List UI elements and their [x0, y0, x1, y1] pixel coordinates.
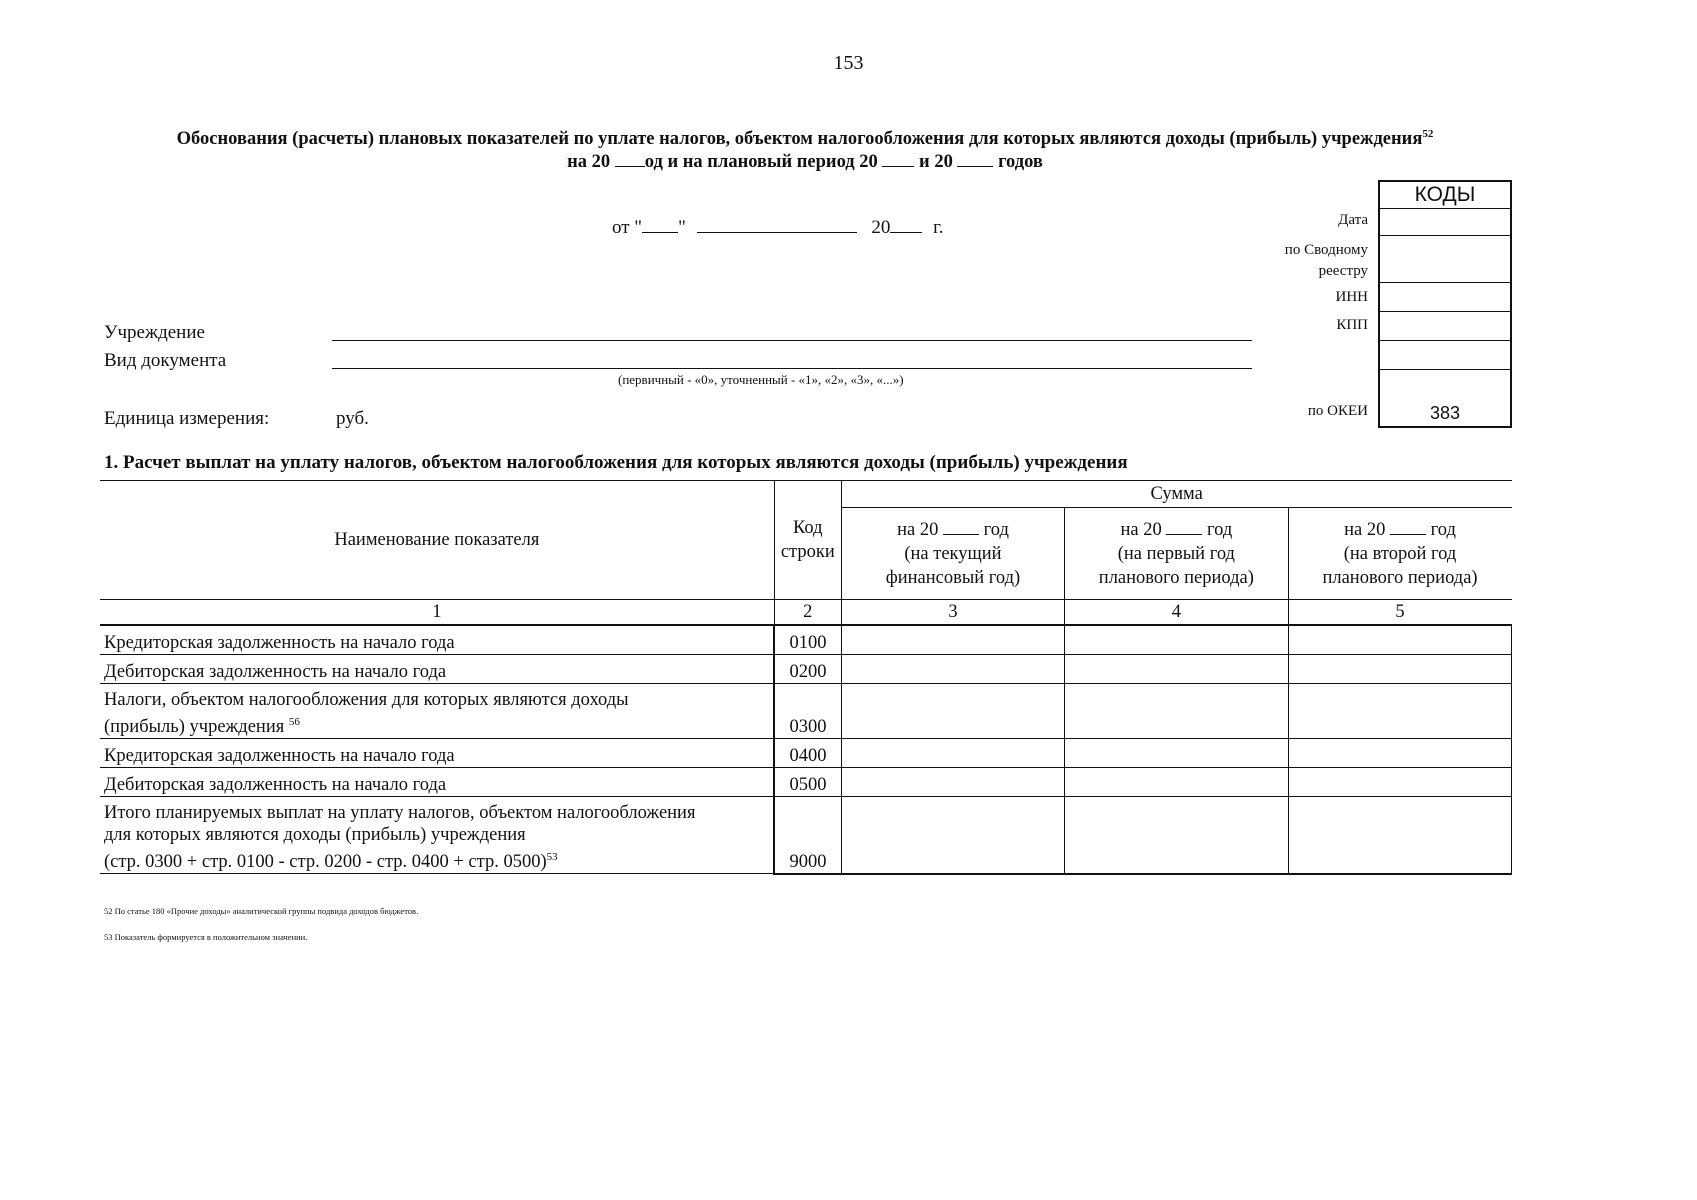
row-0200-sum1[interactable]	[841, 655, 1064, 684]
col-number-2: 2	[774, 600, 841, 626]
year-blank[interactable]	[615, 150, 645, 167]
sum3-year-blank[interactable]	[1390, 520, 1426, 535]
page-number: 153	[833, 52, 864, 74]
doc-type-label: Вид документа	[104, 350, 227, 371]
sum2-year-blank[interactable]	[1166, 520, 1202, 535]
row-0400-name: Кредиторская задолженность на начало года	[100, 739, 774, 768]
subtitle-part-d: годов	[998, 152, 1043, 172]
col-number-3: 3	[841, 600, 1064, 626]
codes-inn-cell[interactable]	[1379, 283, 1511, 312]
row-9000-name-line2: для которых являются доходы (прибыль) учреждения	[104, 824, 526, 845]
row-9000-footnote-ref: 53	[546, 850, 558, 863]
unit-label: Единица измерения:	[104, 408, 270, 429]
row-0100-sum2[interactable]	[1065, 625, 1288, 655]
plan-year1-blank[interactable]	[882, 150, 914, 167]
row-9000-code: 9000	[774, 797, 841, 874]
subtitle-part-a: на 20	[567, 152, 611, 172]
codes-inn-label: ИНН	[1335, 289, 1368, 305]
institution-label: Учреждение	[104, 322, 205, 343]
sum1-year-blank[interactable]	[943, 520, 979, 535]
row-0100-sum1[interactable]	[841, 625, 1064, 655]
codes-kpp-cell[interactable]	[1379, 312, 1511, 341]
subtitle-part-b: од и на плановый период 20	[644, 152, 878, 172]
col-sum-header: Сумма	[841, 481, 1511, 508]
section-title: 1. Расчет выплат на уплату налогов, объектом налогообложения для которых являются доходы (прибыль) учреждения	[104, 452, 1128, 473]
sum1-line2: (на текущий	[904, 543, 1002, 564]
row-0500-code: 0500	[774, 768, 841, 797]
date-quote: "	[678, 217, 686, 238]
date-year-prefix: 20	[871, 217, 891, 238]
sum3-year-prefix: на 20	[1344, 519, 1386, 540]
row-0100-sum3[interactable]	[1288, 625, 1511, 655]
row-0400-code: 0400	[774, 739, 841, 768]
table-row	[100, 625, 1512, 655]
col-name-header: Наименование показателя	[100, 481, 774, 600]
table-row	[100, 684, 1512, 739]
codes-registry-label-1: по Сводному	[1284, 242, 1368, 258]
row-9000-sum1[interactable]	[841, 797, 1064, 874]
row-0500-sum1[interactable]	[841, 768, 1064, 797]
unit-value: руб.	[336, 408, 369, 429]
month-blank[interactable]	[697, 216, 857, 233]
date-year-blank[interactable]	[890, 216, 922, 233]
doc-type-field[interactable]	[332, 368, 1252, 369]
codes-table	[1378, 180, 1512, 428]
sum2-year-prefix: на 20	[1120, 519, 1162, 540]
sum1-year-suffix: год	[983, 519, 1009, 540]
document-title	[110, 128, 1500, 150]
sum1-year-prefix: на 20	[897, 519, 939, 540]
row-9000-name	[100, 797, 774, 874]
codes-registry-cell[interactable]	[1379, 236, 1511, 283]
row-0500-sum2[interactable]	[1065, 768, 1288, 797]
subtitle-part-c: и 20	[919, 152, 953, 172]
footnote-53: 53 Показатель формируется в положительном значении.	[104, 932, 308, 942]
plan-year2-blank[interactable]	[957, 150, 993, 167]
row-0300-sum2[interactable]	[1065, 684, 1288, 739]
row-0200-code: 0200	[774, 655, 841, 684]
date-prefix: от "	[612, 217, 643, 238]
codes-registry-label-2: реестру	[1318, 263, 1368, 279]
row-0500-name: Дебиторская задолженность на начало года	[100, 768, 774, 797]
sum2-line3: планового периода)	[1098, 567, 1254, 588]
codes-kpp-label: КПП	[1336, 317, 1368, 333]
payments-table	[100, 480, 1512, 875]
row-0300-sum1[interactable]	[841, 684, 1064, 739]
row-0300-sum3[interactable]	[1288, 684, 1511, 739]
codes-header: КОДЫ	[1379, 181, 1511, 209]
row-0100-name: Кредиторская задолженность на начало года	[100, 625, 774, 655]
sum2-line2: (на первый год	[1117, 543, 1235, 564]
sum3-line2: (на второй год	[1343, 543, 1457, 564]
day-blank[interactable]	[642, 216, 678, 233]
col-number-1: 1	[100, 600, 774, 626]
date-suffix: г.	[933, 217, 944, 238]
row-0300-footnote-ref: 56	[288, 715, 300, 728]
row-0200-name: Дебиторская задолженность на начало года	[100, 655, 774, 684]
sum3-year-suffix: год	[1430, 519, 1456, 540]
document-date	[612, 216, 943, 239]
footnote-52: 52 По статье 180 «Прочие доходы» аналитической группы подвида доходов бюджетов.	[104, 906, 419, 916]
row-0200-sum3[interactable]	[1288, 655, 1511, 684]
sum1-line3: финансовый год)	[885, 567, 1021, 588]
col-code-header-line1: Код	[792, 518, 823, 538]
table-row	[100, 797, 1512, 874]
row-0300-code: 0300	[774, 684, 841, 739]
table-row	[100, 768, 1512, 797]
row-0300-name	[100, 684, 774, 739]
codes-okei-label: по ОКЕИ	[1307, 403, 1368, 419]
row-0400-sum1[interactable]	[841, 739, 1064, 768]
codes-date-cell[interactable]	[1379, 209, 1511, 236]
doc-type-hint: (первичный - «0», уточненный - «1», «2», «3», «...»)	[618, 372, 904, 387]
document-subtitle	[110, 150, 1500, 173]
col-sum2-header	[1065, 508, 1288, 600]
row-9000-sum2[interactable]	[1065, 797, 1288, 874]
col-code-header	[774, 481, 841, 600]
row-9000-name-line3: (стр. 0300 + стр. 0100 - стр. 0200 - стр. 0400 + стр. 0500)	[104, 852, 547, 872]
row-0100-code: 0100	[774, 625, 841, 655]
sum2-year-suffix: год	[1206, 519, 1233, 540]
sum3-line3: планового периода)	[1322, 567, 1478, 588]
title-line1: Обоснования (расчеты) плановых показателей по уплате налогов, объектом налогообложения для которых являются доходы (прибыль) учреждения	[176, 129, 1423, 150]
table-row	[100, 655, 1512, 684]
col-number-5: 5	[1288, 600, 1511, 626]
col-sum3-header	[1288, 508, 1511, 600]
title-footnote-ref: 52	[1422, 128, 1434, 140]
row-9000-sum3[interactable]	[1288, 797, 1511, 874]
row-0400-sum3[interactable]	[1288, 739, 1511, 768]
row-0300-name-line2: (прибыль) учреждения	[104, 717, 285, 737]
row-0500-sum3[interactable]	[1288, 768, 1511, 797]
codes-okei-value: 383	[1379, 370, 1511, 428]
codes-date-label: Дата	[1338, 212, 1368, 228]
col-code-header-line2: строки	[780, 542, 835, 562]
col-number-4: 4	[1065, 600, 1288, 626]
row-0300-name-line1: Налоги, объектом налогообложения для которых являются доходы	[104, 689, 629, 710]
institution-field[interactable]	[332, 340, 1252, 341]
row-0200-sum2[interactable]	[1065, 655, 1288, 684]
row-9000-name-line1: Итого планируемых выплат на уплату налогов, объектом налогообложения	[104, 802, 696, 823]
table-row	[100, 739, 1512, 768]
codes-doctype-cell[interactable]	[1379, 341, 1511, 370]
col-sum1-header	[841, 508, 1064, 600]
row-0400-sum2[interactable]	[1065, 739, 1288, 768]
